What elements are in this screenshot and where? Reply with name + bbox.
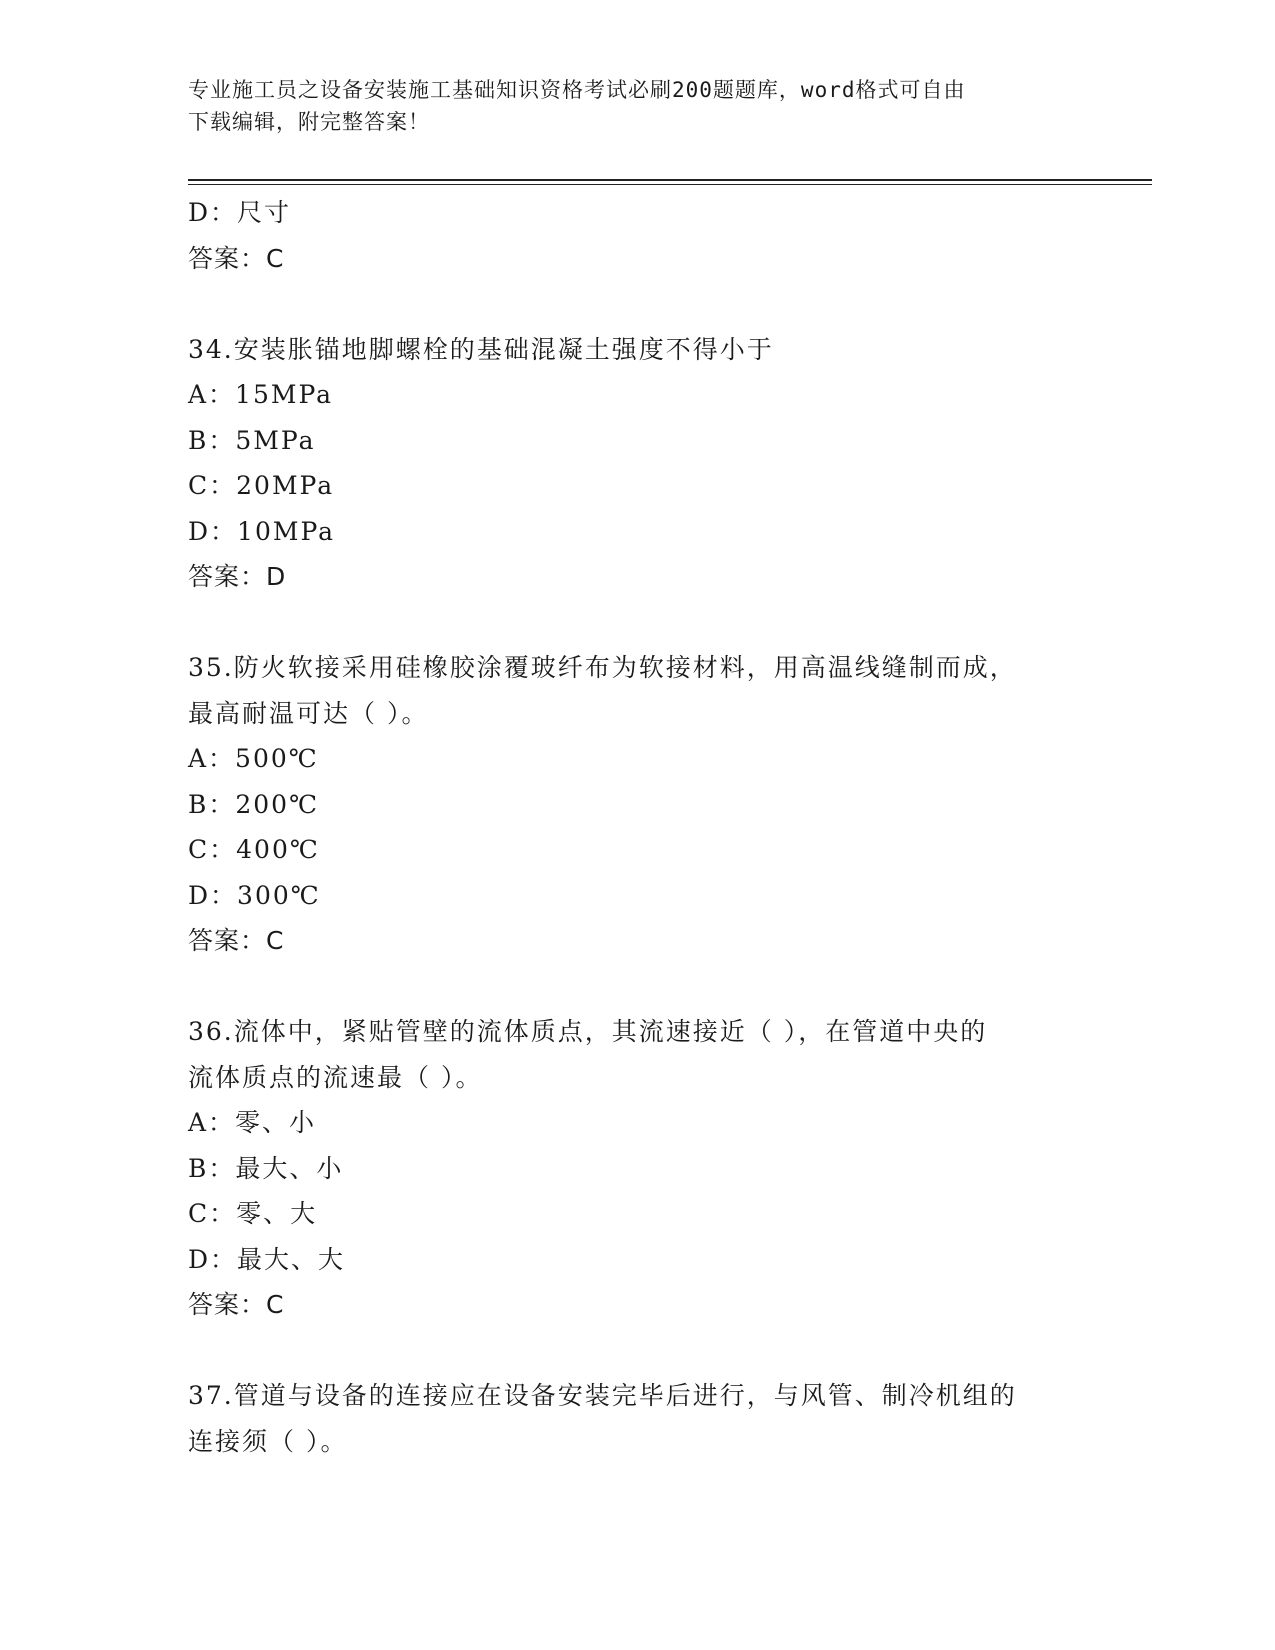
header-rule-thick	[188, 179, 1152, 181]
spacer	[188, 600, 1088, 646]
question-stem-line-1: 36.流体中，紧贴管壁的流体质点，其流速接近（ ），在管道中央的	[188, 1017, 988, 1046]
option-b: B：5MPa	[188, 425, 316, 455]
question-stem-line-1: 37.管道与设备的连接应在设备安装完毕后进行，与风管、制冷机组的	[188, 1381, 1017, 1410]
question-stem-line-2: 最高耐温可达（ ）。	[188, 698, 429, 728]
option-c: C：400℃	[188, 835, 320, 864]
option-d: D：最大、大	[188, 1244, 346, 1274]
spacer	[188, 1328, 1088, 1374]
question-list	[188, 190, 1088, 1464]
question-stem-line-2: 流体质点的流速最（ ）。	[188, 1062, 483, 1092]
question-36	[188, 1009, 1088, 1328]
option-a: A：零、小	[188, 1108, 317, 1137]
option-b: B：200℃	[188, 789, 320, 819]
prev-answer: 答案：C	[188, 243, 285, 273]
header-line-1: 专业施工员之设备安装施工基础知识资格考试必刷200题题库，word格式可自由	[188, 78, 966, 102]
document-header	[188, 74, 1088, 138]
option-a: A：500℃	[188, 744, 319, 773]
question-35	[188, 645, 1088, 964]
question-34	[188, 327, 1088, 600]
answer: 答案：D	[188, 562, 287, 591]
option-a: A：15MPa	[188, 380, 334, 409]
option-d: D：300℃	[188, 880, 321, 910]
answer: 答案：C	[188, 926, 285, 955]
option-b: B：最大、小	[188, 1153, 344, 1183]
spacer	[188, 281, 1088, 327]
option-c: C：20MPa	[188, 471, 335, 500]
spacer	[188, 964, 1088, 1010]
option-c: C：零、大	[188, 1199, 318, 1228]
answer: 答案：C	[188, 1290, 285, 1319]
question-stem-line-2: 连接须（ ）。	[188, 1426, 348, 1456]
question-stem-line-1: 35.防火软接采用硅橡胶涂覆玻纤布为软接材料，用高温线缝制而成，	[188, 653, 1017, 682]
question-stem: 34.安装胀锚地脚螺栓的基础混凝土强度不得小于	[188, 334, 774, 364]
header-rule-thin	[188, 184, 1152, 185]
header-line-2: 下载编辑，附完整答案！	[188, 110, 430, 134]
prev-option-d: D：尺寸	[188, 198, 292, 227]
question-37	[188, 1373, 1088, 1464]
option-d: D：10MPa	[188, 516, 336, 546]
